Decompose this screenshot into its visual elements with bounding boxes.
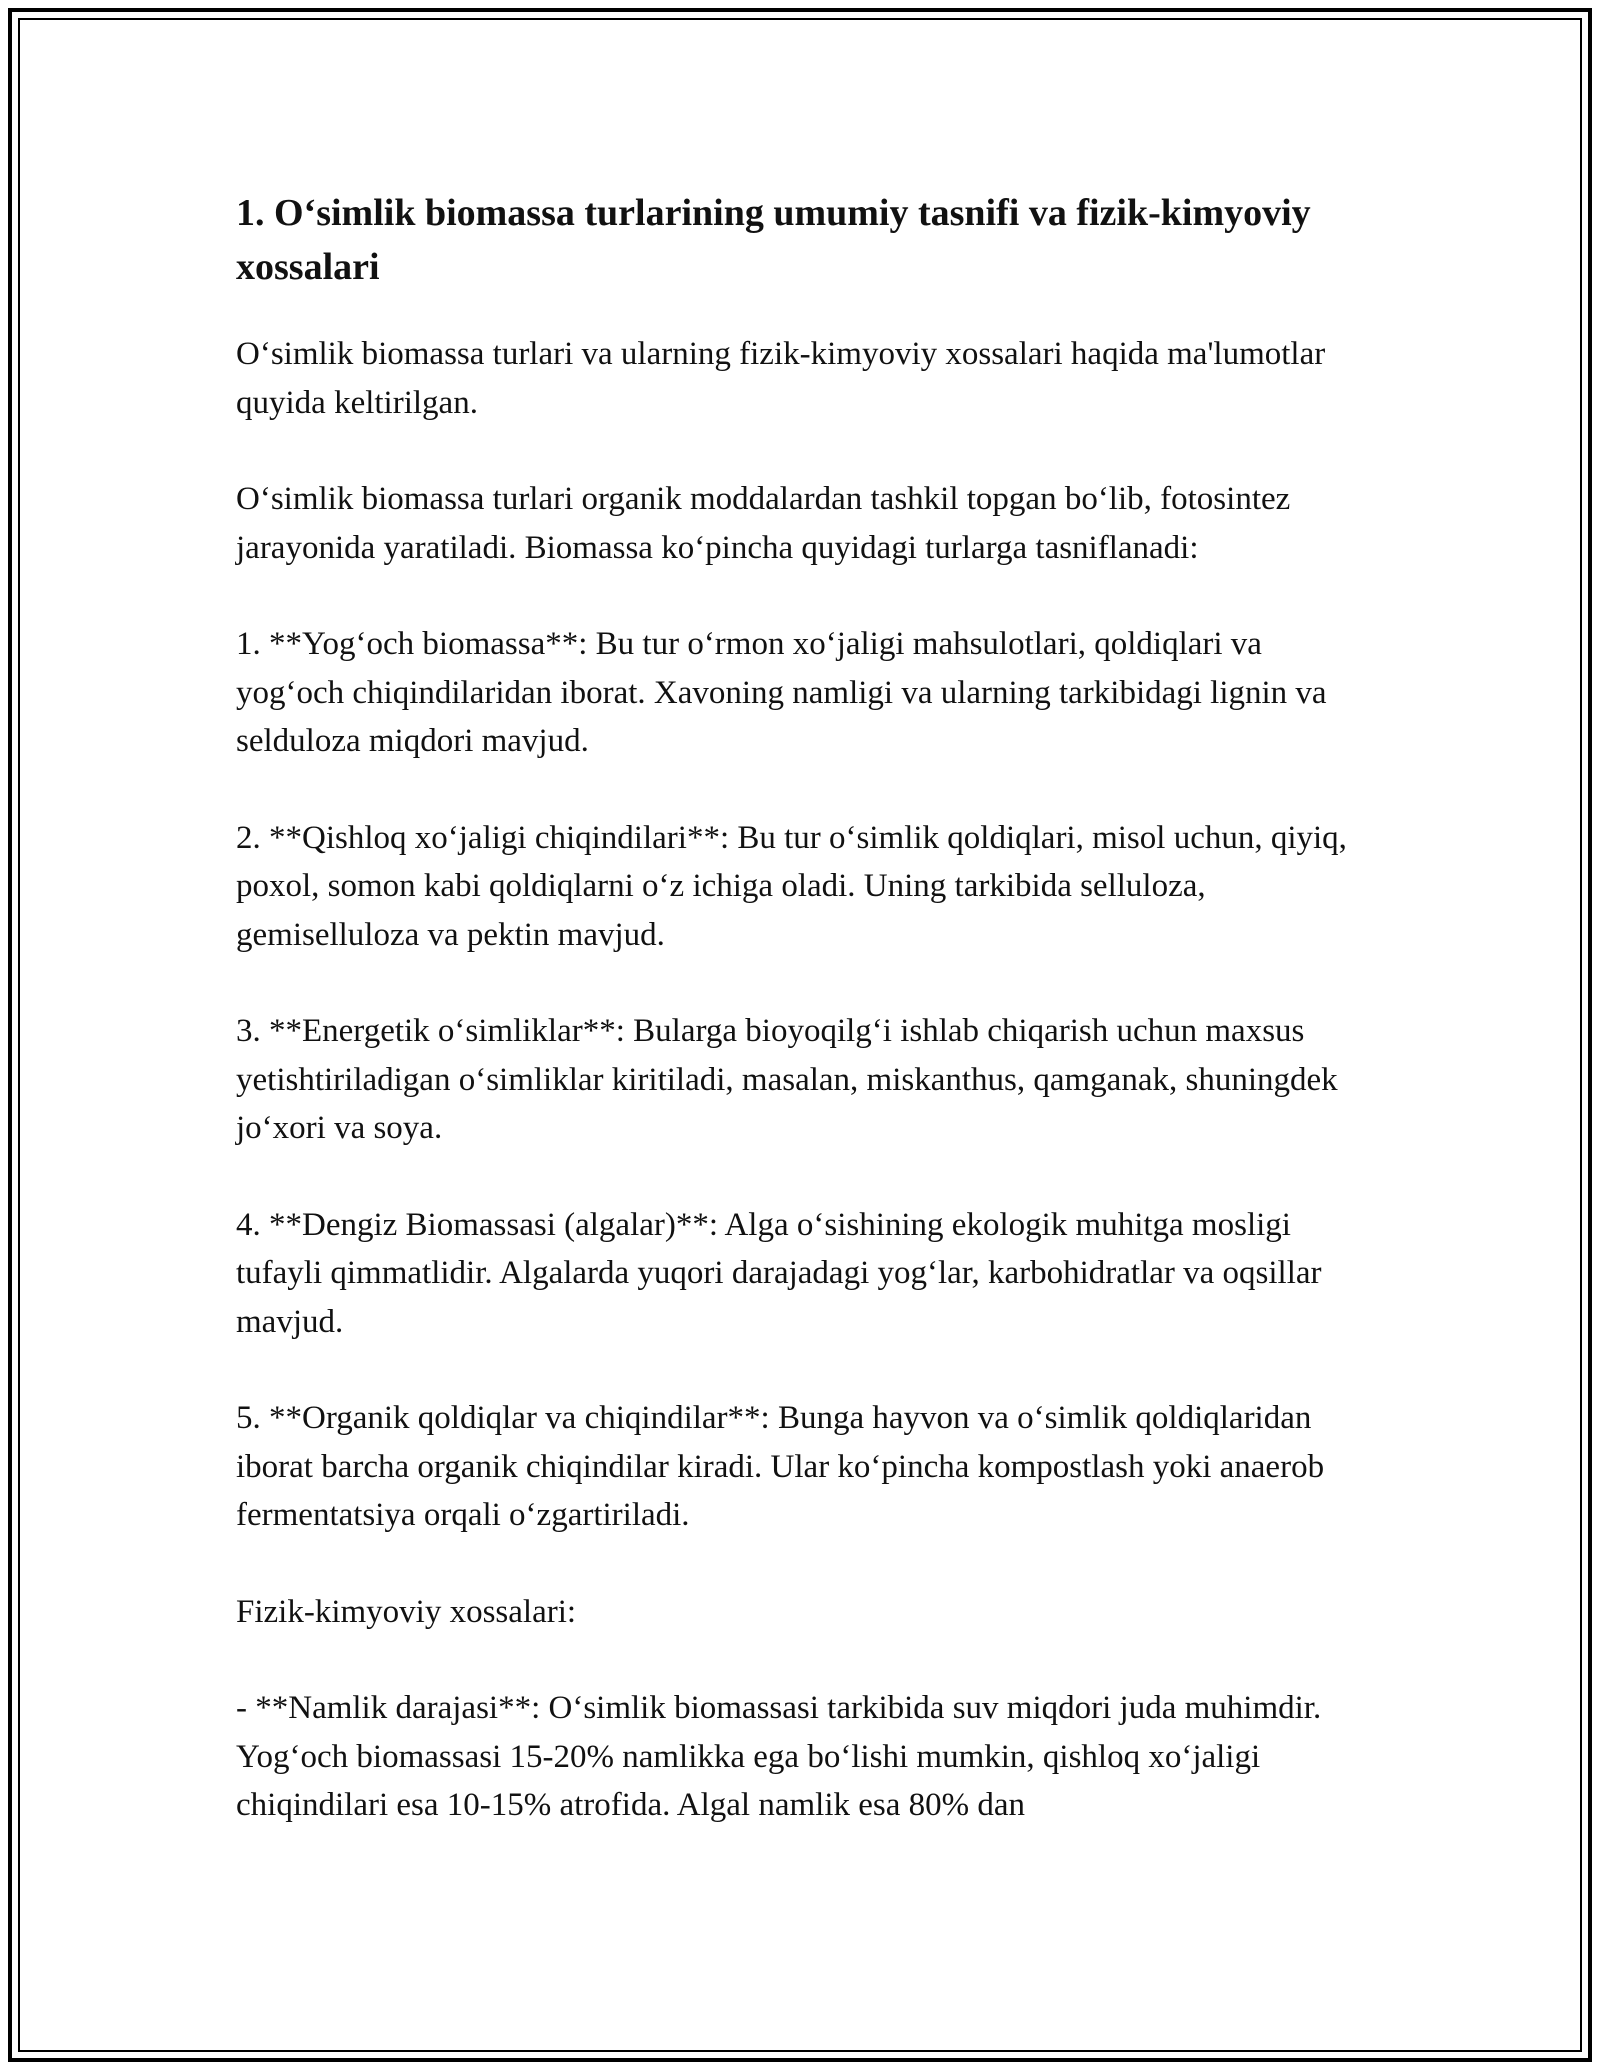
document-title: 1. O‘simlik biomassa turlarining umumiy tasnifi va fizik-kimyoviy xossalari [236,192,1311,288]
list-item-energy-crops: 3. **Energetik o‘simliklar**: Bularga bioyoqilg‘i ishlab chiqarish uchun maxsus yetishtiriladigan o‘simliklar kiritiladi, masalan, miskanthus, qamganak, shuningdek jo‘xori va soya. [236,1013,1338,1146]
paragraph-classification: O‘simlik biomassa turlari organik moddalardan tashkil topgan bo‘lib, fotosintez jarayonida yaratiladi. Biomassa ko‘pincha quyidagi turlarga tasniflanadi: [236,481,1291,566]
list-item-wood-biomass: 1. **Yog‘och biomassa**: Bu tur o‘rmon xo‘jaligi mahsulotlari, qoldiqlari va yog‘och chiqindilaridan iborat. Xavoning namligi va ularning tarkibidagi lignin va selduloza miqdori mavjud. [236,626,1327,759]
paragraph-intro: O‘simlik biomassa turlari va ularning fizik-kimyoviy xossalari haqida ma'lumotlar quyida keltirilgan. [236,336,1326,421]
section-heading-properties: Fizik-kimyoviy xossalari: [236,1593,577,1630]
document-body [236,186,1376,1830]
list-item-agricultural-waste: 2. **Qishloq xo‘jaligi chiqindilari**: Bu tur o‘simlik qoldiqlari, misol uchun, qiyiq, poxol, somon kabi qoldiqlarni o‘z ichiga oladi. Uning tarkibida selluloza, gemiselluloza va pektin mavjud. [236,819,1347,953]
list-item-organic-waste: 5. **Organik qoldiqlar va chiqindilar**: Bunga hayvon va o‘simlik qoldiqlaridan iborat barcha organik chiqindilar kiradi. Ular ko‘pincha kompostlash yoki anaerob fermentatsiya orqali o‘zgartiriladi. [236,1400,1325,1533]
list-item-moisture: - **Namlik darajasi**: O‘simlik biomassasi tarkibida suv miqdori juda muhimdir. Yog‘och biomassasi 15-20% namlikka ega bo‘lishi mumkin, qishloq xo‘jaligi chiqindilari esa 10-15% atrofida. Algal namlik esa 80% dan [236,1690,1322,1823]
list-item-marine-biomass: 4. **Dengiz Biomassasi (algalar)**: Alga o‘sishining ekologik muhitga mosligi tufayli qimmatlidir. Algalarda yuqori darajadagi yog‘lar, karbohidratlar va oqsillar mavjud. [236,1206,1322,1340]
